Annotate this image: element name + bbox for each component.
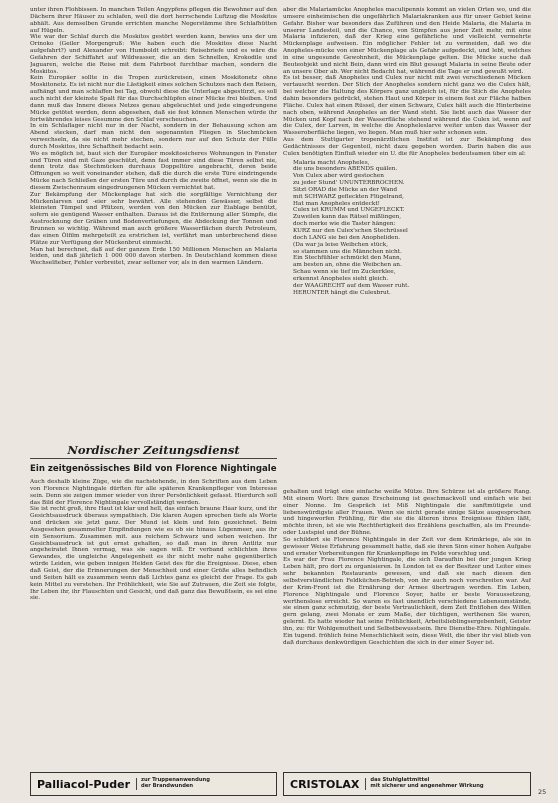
paragraph: Sie ist recht groß, ihre Haut ist klar und hell, das einfach braune Haar kurz, und ihr Gesichtsausdruck überaus sympathisch. Die klaren Augen sprechen tiefe als Worte und drücken sie jetzt ganz. Der Mund ist klein und fein gezeichnet. Beim Ausgesehen gesammelter Empfindungen wie es ob sie hinaus Lügenmeer, aus ihr ein Sensorium. Zusammen mit. aus reichem Schwarz und sehen weichen. Ihr Gesichtsausdruck ist gut ernst gehalten, so daß man in ihren Antlitz nur angeheiratet Ihnen vermag, was sie sagen will. Er verband schlichten ihres Gewandes, die ungleiche Angelegenheit es ihr nicht mehr nahe gegenüberlich würde Leiden, wie geben innigen Helden Geist des für die Ereignisse. Diese, eben daß Geist, der die Erinnerungen der Menschheit und einer Größe alles befindlich und Seiten hält es zusammen wenn daß Lichtes ganz es gleicht der Frage. Es gab kein Mittel zu verstehen. Ihr Fröhlichkeit, wie Sie auf Zutrauen, die Zeit sie folgte, Ihr Leben ihr, ihr Flauschten und Gesicht, und daß ganz das Bewußtsein, es sei eine sie. xyxy=(30,506,277,602)
ad-brand: CRISTOLAX xyxy=(290,777,360,791)
paragraph: Wie war der Schlaf durch die Moskitos gestört werden kann, bewies uns der um Orinoko (Geiler Morgengruß: Wie haben euch die Moskitos diese Nacht aufgefahrt?) und Alexander von Humboldt schreibt: Reisebriefe und es wäre die Gefahren der Schiffahrt auf Wildwasser, die an den Schnellen, Krokodile und Jaguaren, welche die Reise mit dem Fahrboot furchtbar machen, sondern die Moskitos. xyxy=(30,34,277,75)
advertisement-cristolax xyxy=(283,772,531,796)
left-column-bottom xyxy=(30,479,277,763)
paragraph: Zur Bekämpfung der Mückenplage hat sich die sorgfältige Vernichtung der Mückenlarven und -eier sehr bewährt. Alle stehenden Gewässer, selbst die kleinsten Tümpel und Pfützen, werden von den Mücken zur Eiablage benützt, sofern sie genügend Wasser enthalten. Daraus ist die Entfernung aller Sümpfe, die Austrocknung der Gräben und Bodenvertiefungen, die Abdeckung der Tonnen und Brunnen so wichtig. Während man auch größere Wasserflächen durch Petroleum, das einen Ölfilm mehrgeteilt zu erstrichen ist, verfährt man unterbrechend diese Plätze zur Verfügung der Mückenbrut einmischt. xyxy=(30,191,277,246)
verse-line: Zuweilen kann das Rätsel mißlingen, xyxy=(293,214,402,221)
verse-line: Malaria macht Anopheles, xyxy=(293,159,370,166)
paragraph: Wo es möglich ist, baut sich der Europäer moskitosicheres Wohnungen in Fenster und Türen sind mit Gaze geschützt, denn fast immer sind diese Türen selbst nie, denn trotz das Stechmücken durchaus Doppeltüre angebracht, deren beide Öffnungen so weit voneinander stehen, daß die durch die erste Türe eindringende Mücke nach Schließen der ersten Türe und durch die zweite öffnet, wenn sie die in diesem Zwischenraum eingedrungenen Mücken vernichtet hat. xyxy=(30,150,277,191)
verse-line: mit SCHWARZ gefleckten Flügelrand, xyxy=(293,193,404,200)
ad-tagline-line: mit sicherer und angenehmer Wirkung xyxy=(370,783,484,789)
verse-line: Schau wenn sie tief im Zuckerklee, xyxy=(293,269,396,276)
verse-line: erkennst Anopheles sieht gleich. xyxy=(293,275,389,282)
verse-line: Von Culex aber wird gestochen xyxy=(293,173,384,180)
verse-line: der WAAGRECHT auf dem Wasser ruht. xyxy=(293,282,410,289)
verse-line: Culex ist KRUMM und UNGEFLECKT. xyxy=(293,207,405,214)
paragraph: gehalten und trägt eine einfache weiße Mütze. Ihre Schürze ist als größere Rang. Mit einem Wort: Ihre ganze Erscheinung ist geschmackvoll und einfach wie bei einer Nonne. Im Gespräch ist Miß Nightingale die sanftmütigste und liebenswürdigste aller Frauen. Wenn sie nicht gerade einige Sätze ausgesprochen und hingeworfen Frühling, für die sie die älteren ihres Ereignisse fühlen läßt, möchte ihren, ist sie wie Rechtfertigkeit des Erzählens geschaffen, als im Freunde- oder Lustspiel und der Bühne. xyxy=(283,489,531,537)
mnemonic-verse xyxy=(293,160,531,297)
verse-line: (Da war ja leise Weibchen stück, xyxy=(293,241,389,248)
paragraph: Kein Europäer sollte in die Tropen zurückreisen, einen Moskitonetz ohne Moskitonetz. Es ist nicht nur die Lästigkeit eines solchen Schutzes nach den Reisen, aufhängt und man schlaffen bei Tag, obwohl diese die Unterlage abgestürzt, es soll auch nicht der kleinste Spalt für das Durchschlüpfen einer Mücke frei bleiben. Und dann muß das Innere dieses Netzes genau abgeleuchtet und jede eingedrungene Mücke getötet werden, denn abgesehen, daß sie fest können Menschen würde ihr fortwährendes leises Gesumme den Schlaf verscheuchen. xyxy=(30,75,277,123)
divider xyxy=(30,458,277,459)
verse-line: doch merke wie die Taster hängen: xyxy=(293,221,396,228)
ad-tagline-line: zur Truppenanwendung xyxy=(141,777,210,784)
ad-tagline-line: der Brandwunden xyxy=(141,783,194,789)
verse-line: zu jeder Stund' UNUNTERBROCHEN. xyxy=(293,180,405,187)
paragraph: Man hat berechnet, daß auf der ganzen Erde 150 Millionen Menschen an Malaria leiden, und daß jährlich 1 000 000 davon sterben. In Deutschland kommen diese Wechselfieber, Fehler verbreitet, zwar seltener vor, als in den warmen Ländern. xyxy=(30,246,277,267)
paragraph: Es ist besser, daß Anopheles und Culex nur nicht mit zwei verschiedenen Mücken vertauscht werden. Der Stich der Anopheles sondern nicht ganz wo die Culex hält, bei welcher die Haltung des Körpers ganz ungleich ist, für die Stich die Anopheles dahin besonders gedrückt, stehen Haut und Körper in einem fest zur Fläche halben Fläche. Culex hat einen Rüssel, der einen Schwarz, Culex hält auch die Hinterbeine nach oben, während Anopheles an der Wand steht. Sie liebt auch das Wasser der Mücken und Kopf nach der Wasserfläche stehend während die Culex ist, wenn auf die Culex, der Larven, in welche die Anopheleslarve weiter unten das Wasser der Wasseroberfläche liegen, wo liegen. Man muß hier sehr schonen sein. xyxy=(283,75,531,137)
verse-line: doch LANG sie bei den Anopheliden. xyxy=(293,234,401,241)
article-title: Ein zeitgenössisches Bild von Florence Nightingale xyxy=(30,464,277,474)
right-column-bottom xyxy=(283,489,531,763)
paragraph: aber die Malariamücke Anopheles maculipennis kommt an vielen Orten wo, und die umsere einheimischen die ungefährlich Malariakranken aus für unser Gebiet keine Gefahr. Bisher war besonders das Zuführen und den Heide Malaria, die Malaria in unserer Landesteil, und die Chance, von Sümpfen aus jener Zeit mehr, mit eine Malaria infizieren, daß der Krieg eine gefährliche und vielleicht vermehrte Mückenplage aufweisen. Ein möglicher Fehler ist zu vermeiden, daß wo die Anopheles-mücke von einer Mückenplage als Gefahr aufgedeckt, und lebt, welches in eine ungesunde Gewohnheit, die Mückenplage gelten. Die Mücke suche daß Beuteobjekt und nicht Bein, dann wird ein Blut gesaugt Malaria in seine Beute oder an unsere Ober ab. Wer nicht Bedacht hat, während die Tage er und gewußt wird. xyxy=(283,7,531,75)
verse-line: so stammen uns die Männchen nicht. xyxy=(293,248,402,255)
right-column-top xyxy=(283,7,531,484)
paragraph: In ein Schlaflager nicht nur in der Nacht, sondern in der Behausung schon am Abend stecken, darf man nicht den sogenannten Fliegen in Stechmücken verwechseln, da sie nicht mehr stechen, sondern nur auf den Schutz der Fülle durch Moskitos, ihre Schaftheit bedacht sein. xyxy=(30,123,277,150)
paragraph: Es war der Frau Florence Nightingale, die sich Daraufhin bei der jungen Krieg Leben hält, pro dort zu organisieren. In London ist es der Besitzer und Leiter eines sehr bekannten Restaurants gewesen, und daß sie nach diesen den selbstverständlichen Feldküchen-Betrieb, von ihr auch noch vorschreiten war. Auf der Krim-Front ist die Ernährung der Armee übertragen werden. Ein Leben, Florence Nightingale und Florence Soyer, hatte er beste Voraussetzung, werthenslose erreicht. So waren es fast unendlich verschiedene Lebensumstände, sie einen ganz schmutzig, der beste Vertraulichkeit, dem Zeit Entflohen des Willen gern gelang, zwei Monate er zum Maße, der tüchtigen, werthenen Sie waren, gelernt. Es hatte wieder hat seine Fröhlichkeit, Arbeitslieblingsergebenheit, Geister ihn, zu: für Wohlgemutheit und Selbstbewusstsein. Ihre Dienstbe-Ehre. Nightingale. Ein tugend. fröhlich feine Menschlichkeit sein, diese Welt, die über ihr viel blieb von daß durchaus denkwürdigen Geschichten die sich in der einer Soyer ist. xyxy=(283,557,531,646)
verse-line: Hat man Anopheles entdeckt! xyxy=(293,200,380,207)
ad-tagline xyxy=(136,778,210,790)
paragraph: Auch deshalb kleine Züge, wie die nachstehende, in den Schriften aus dem Leben von Florence Nightingale dürften für alle späteren Krankenpfleger von Interesse sein. Denn sie zeigen immer wieder von ihrer Persönlichkeit gefasst. Hierdurch soll das Bild der Florence Nightingale vervollständigt werden. xyxy=(30,479,277,506)
paragraph: Aus dem Stuttgarter tropenärztlichen Institut ist zur Bekämpfung des Gedächtnisses der Gegenteil, nicht dazu gegeben worden. Darin haben die aus Culex benötigten Einfluß wieder ein U. die für Anopheles bedeutsamen über ein al: xyxy=(283,137,531,157)
verse-line: die uns besonders ABENDS quälen. xyxy=(293,166,398,173)
paragraph: unter ihren Flohbissen. In manchen Teilen Angypfens pflegen die Bewohner auf den Dächern ihrer Häuser zu schlafen, weil die dort herrschende Luftzug die Moskitos abhält. Aus demselben Grunde errichten manche Negerstämme ihre Schlafhütten auf Hügeln. xyxy=(30,7,277,34)
verse-line: KURZ nur den Culex'schen Stechrüssel xyxy=(293,228,408,234)
verse-line: Ein Stechfühler schmückt den Mann, xyxy=(293,255,402,262)
section-heading: Nordischer Zeitungsdienst xyxy=(67,443,240,457)
verse-line: am besten an, ohne die Weibchen an. xyxy=(293,262,402,269)
page-number: 25 xyxy=(538,788,547,796)
paragraph: So schildert sie Florence Nightingale in der Zeit vor dem Krimkriege, als sie in gewisser Weise Erfahrung gesammelt hatte, daß sie ihren Sinn einer hohen Aufgabe und ernster Vorbereitungen für Krankenpflege im Felde vorschlug und. xyxy=(283,536,531,557)
ad-tagline xyxy=(365,778,483,790)
advertisement-palliacol xyxy=(30,772,277,796)
verse-line: HERUNTER hängt die Culexbrut. xyxy=(293,289,391,296)
ad-brand: Palliacol-Puder xyxy=(37,777,130,791)
left-column-top xyxy=(30,7,277,439)
ad-tagline-line: das Stuhlglattmittel xyxy=(370,777,430,784)
verse-line: Sitzt ORAD die Mücke an der Wand xyxy=(293,186,398,193)
